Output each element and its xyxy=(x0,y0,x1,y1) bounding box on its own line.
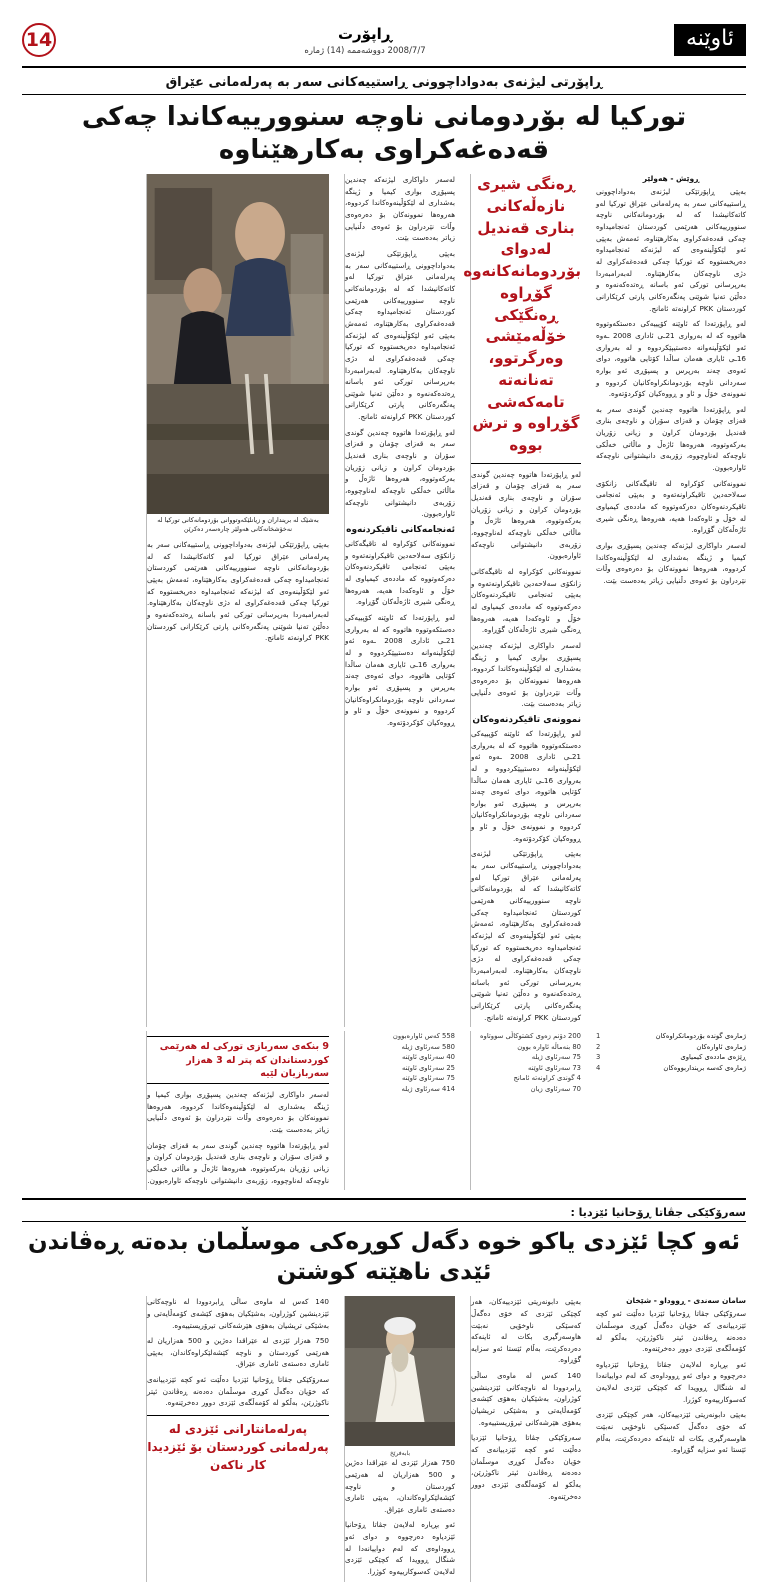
top-article-kicker: ڕاپۆرتی لیژنەی بەدواداچوونی ڕاستییەکانی سەر بە پەرلەمانی عێراق xyxy=(165,75,603,90)
paragraph: سەرۆکێکی جڤاتا ڕۆحانیا ئێزدیا دەڵێت ئەو کچە ئێزدییانەی کە خۆیان دەگەڵ کوڕی موسڵمان دەدەنە ڕەڤاندن ئیتر ناکوژرێن، بەڵکو لە کۆمەڵگەی ئێزدی دوور دەخرێنەوە. xyxy=(596,1309,746,1354)
top-col-1-body xyxy=(596,186,746,587)
paragraph: 140 کەس لە ماوەی ساڵی ڕابردوودا لە ناوچەکانی ئێزدینشین کوژراون، بەشێکیان بەهۆی کێشەی کۆمەڵایەتی و بەشێکی تریشیان بەهۆی هێرشەکانی تیرۆریستییەوە. xyxy=(147,1297,329,1330)
bottom-article-photo xyxy=(345,1296,455,1446)
photo-illustration xyxy=(345,1296,455,1446)
top-col-3-body xyxy=(345,174,455,520)
paragraph: لەسەر داواکاری لیژنەکە چەندین پسپۆڕی بواری کیمیا و ژینگە بەشداری لە لێکۆڵینەوەکاندا کردووە، هەروەها نموونەکان بۆ دەرەوەی وڵات نێردراون بۆ ئەوەی دڵنیایی زیاتر بەدەست بێت. xyxy=(345,175,455,243)
bottom-byline: سامان سەندی - ڕووداو - شێخان xyxy=(626,1296,746,1306)
top-col-2-body xyxy=(471,469,581,710)
list-item xyxy=(345,1084,455,1095)
top-col-4 xyxy=(146,174,336,1027)
bottom-col-3-body xyxy=(345,1457,455,1578)
bottom-pull-quote: پەرلەمانتارانی ئێزدی لە پەرلەمانی کوردستان بۆ ئێزدیدا کار ناکەن xyxy=(147,1422,329,1473)
paragraph: سەرۆکێکی جڤاتا ڕۆحانیا ئێزدیا دەڵێت ئەو کچە ئێزدییانەی کە خۆیان دەگەڵ کوڕی موسڵمان دەدەنە ڕەڤاندن ئیتر ناکوژرێن، بەڵکو لە کۆمەڵگەی ئێزدی دوور دەخرێنەوە. xyxy=(471,1433,581,1501)
paragraph: لەسەر داواکاری لیژنەکە چەندین پسپۆڕی بواری کیمیا و ژینگە بەشداری لە لێکۆڵینەوەکاندا کردووە، هەروەها نموونەکان بۆ دەرەوەی وڵات نێردراون بۆ ئەوەی دڵنیایی زیاتر بەدەست بێت. xyxy=(471,640,581,709)
page-number: 14 xyxy=(22,23,56,57)
paragraph: بەپێی دابونەریتی ئێزدییەکان، هەر کچێکی ئێزدی کە خۆی دەگەڵ کەسێکی ناوخۆیی نەبێت هاوسەرگیری بکات لە ئاینەکە دەردەکرێت، بەڵام ئێستا ئەو سزایە گۆڕاوە. xyxy=(471,1297,581,1365)
bottom-article-columns xyxy=(22,1296,746,1582)
list-item xyxy=(596,1052,746,1063)
paragraph: لەو ڕاپۆرتەدا کە ئاوێنە کۆپییەکی دەستکەوتووە هاتووە کە لە بەرواری 21ـی ئاداری 2008 ـەوە ئەو لێکۆڵینەوانە دەستیپێکردووە و لە بەرواری 16ـی ئایاری هەمان ساڵدا کۆتایی هاتووە، دوای ئەوەی چەند بەرپرس و پسپۆڕی ئەو بوارە سەردانی ناوچە بۆردومانکراوەکانیان کردووە و نموونەی خۆڵ و ئاو و ڕووەکیان کۆکردۆتەوە. xyxy=(596,319,746,399)
bottom-kicker-rule xyxy=(22,1221,746,1222)
paragraph: لەو ڕاپۆرتەدا هاتووە چەندین گوندی سەر بە قەزای چۆمان و قەزای سۆران و ناوچەی بناری قەندیل بۆردومان کراون و زیانی زۆریان بەرکەوتووە، هەروەها ئاژەڵ و ماڵاتی خەڵکی ناوچەکە لەناوچووە، زۆربەی دانیشتوانی ناوچەکە ئاوارەبوون. xyxy=(596,404,746,473)
top-article-photo xyxy=(147,174,329,514)
bottom-col-4 xyxy=(146,1296,336,1582)
list-item xyxy=(471,1073,581,1084)
paragraph: سەرۆکێکی جڤاتا ڕۆحانیا ئێزدیا دەڵێت ئەو کچە ئێزدییانەی کە خۆیان دەگەڵ کوڕی موسڵمان دەدەنە ڕەڤاندن ئیتر ناکوژرێن، بەڵکو لە کۆمەڵگەی ئێزدی دوور دەخرێنەوە. xyxy=(147,1375,329,1408)
paragraph: لەسەر داواکاری لیژنەکە چەندین پسپۆڕی بواری کیمیا و ژینگە بەشداری لە لێکۆڵینەوەکاندا کردووە، هەروەها نموونەکان بۆ دەرەوەی وڵات نێردراون بۆ ئەوەی دڵنیایی زیاتر بەدەست بێت. xyxy=(147,1090,329,1135)
top-subhead: نموونەی تاقیکردنەوەکان xyxy=(472,714,581,725)
bottom-col-2-body xyxy=(471,1296,581,1502)
bottom-col-2 xyxy=(470,1296,588,1582)
top-col-3 xyxy=(344,174,462,1027)
results-title: ئەنجامەکانی تاقیکردنەوە xyxy=(346,525,455,536)
bottom-photo-caption: بابەفرێخ xyxy=(389,1450,411,1458)
paragraph: لەسەر داواکاری لیژنەکە چەندین پسپۆڕی بواری کیمیا و ژینگە بەشداری لە لێکۆڵینەوەکاندا کردووە، هەروەها نموونەکان بۆ دەرەوەی وڵات نێردراون بۆ ئەوەی دڵنیایی زیاتر بەدەست بێت. xyxy=(596,541,746,585)
result-value: 70 سەرئاوی زیان xyxy=(530,1084,581,1093)
result-index: 1 xyxy=(596,1032,601,1041)
result-value: 80 بنەماڵە ئاوارە بوون xyxy=(517,1042,581,1051)
paragraph: نموونەکانی کۆکراوە لە تاقیگەکانی زانکۆی سەلاحەدین تاقیکراونەتەوە و بەپێی ئەنجامی تاقیکردنەوەکان دەرکەوتووە کە ماددەی کیمیاوی لە خۆڵ و ئاوەکەدا هەیە، هەروەها ڕەنگی شیری ئاژەڵەکان گۆڕاوە. xyxy=(345,539,455,607)
bottom-article-kicker: سەرۆکێکی جڤاتا ڕۆحانیا ئێزدیا : xyxy=(570,1206,746,1220)
result-value: 200 دۆنم زەوی کشتوکاڵی سووتاوە xyxy=(480,1032,581,1041)
lead-rule xyxy=(471,463,581,464)
paragraph: بەپێی دابونەریتی ئێزدییەکان، هەر کچێکی ئێزدی کە خۆی دەگەڵ کەسێکی ناوخۆیی نەبێت هاوسەرگیری بکات لە ئاینەکە دەردەکرێت، بەڵام ئێستا ئەو سزایە گۆڕاوە. xyxy=(596,1410,746,1455)
list-item xyxy=(345,1031,455,1042)
article-divider xyxy=(22,1198,746,1200)
result-value: 73 سەرئاوی ئاوێنە xyxy=(528,1063,581,1072)
section-title: ڕاپۆرت xyxy=(337,24,393,43)
result-value: 75 سەرئاوی ژیلە xyxy=(531,1053,581,1062)
top-article-columns xyxy=(22,174,746,1027)
top-col-2-body-2 xyxy=(471,728,581,1023)
masthead-center xyxy=(56,25,674,56)
paragraph: لەو ڕاپۆرتەدا هاتووە چەندین گوندی سەر بە قەزای چۆمان و قەزای سۆران و ناوچەی بناری قەندیل بۆردومان کراون و زیانی زۆریان بەرکەوتووە، هەروەها ئاژەڵ و ماڵاتی خەڵکی ناوچەکە لەناوچووە، زۆربەی دانیشتوانی ناوچەکە ئاوارەبوون. xyxy=(345,427,455,519)
masthead xyxy=(22,18,746,62)
paragraph: ئەو بڕیارە لەلایەن جڤاتا ڕۆحانیا ئێزدیاوە دەرچووە و دوای ئەو ڕووداوەی کە لەم دواییانەدا لە شنگال ڕوویدا کە کچێکی ئێزدی لەلایەن کەسوکارییەوە کوژرا. xyxy=(345,1520,455,1577)
result-index: 4 xyxy=(596,1063,601,1072)
paragraph: 140 کەس لە ماوەی ساڵی ڕابردوودا لە ناوچەکانی ئێزدینشین کوژراون، بەشێکیان بەهۆی کێشەی کۆمەڵایەتی و بەشێکی تریشیان بەهۆی هێرشەکانی تیرۆریستییەوە. xyxy=(471,1371,581,1427)
result-label: ڕێژەی ماددەی کیمیاوی xyxy=(680,1053,746,1062)
newspaper-logo: ئاوێنە xyxy=(674,24,746,56)
result-value: 414 سەرئاوی ژیلە xyxy=(401,1084,455,1093)
list-item xyxy=(596,1063,746,1074)
list-item xyxy=(471,1084,581,1095)
list-item xyxy=(345,1063,455,1074)
list-item xyxy=(471,1052,581,1063)
paragraph: لەو ڕاپۆرتەدا هاتووە چەندین گوندی سەر بە قەزای چۆمان و قەزای سۆران و ناوچەی بناری قەندیل بۆردومان کراون و زیانی زۆریان بەرکەوتووە، هەروەها ئاژەڵ و ماڵاتی خەڵکی ناوچەکە لەناوچووە، زۆربەی دانیشتوانی ناوچەکە ئاوارەبوون. xyxy=(471,469,581,561)
paragraph: نموونەکانی کۆکراوە لە تاقیگەکانی زانکۆی سەلاحەدین تاقیکراونەتەوە و بەپێی ئەنجامی تاقیکردنەوەکان دەرکەوتووە کە ماددەی کیمیاوی لە خۆڵ و ئاوەکەدا هەیە، هەروەها ڕەنگی شیری ئاژەڵەکان گۆڕاوە. xyxy=(596,478,746,535)
result-value: 40 سەرئاوی ئاوێنە xyxy=(402,1053,455,1062)
result-label: ژمارەی کەسە برینداربووەکان xyxy=(663,1063,746,1072)
stats-col-3 xyxy=(344,1031,462,1190)
list-item xyxy=(345,1042,455,1053)
paragraph: نموونەکانی کۆکراوە لە تاقیگەکانی زانکۆی سەلاحەدین تاقیکراونەتەوە و بەپێی ئەنجامی تاقیکردنەوەکان دەرکەوتووە کە ماددەی کیمیاوی لە خۆڵ و ئاوەکەدا هەیە، هەروەها ڕەنگی شیری ئاژەڵەکان گۆڕاوە. xyxy=(471,567,581,635)
masthead-rule xyxy=(22,66,746,68)
result-value: 4 گوندی کراونەتە ئامانج xyxy=(513,1074,581,1083)
paragraph: بەپێی ڕاپۆرتێکی لیژنەی بەدواداچوونی ڕاستییەکانی سەر بە پەرلەمانی عێراق تورکیا لەو کاتەکانیشدا کە لە بۆردومانەکانی ناوچە سنوورییەکانی هەرێمی کوردستان ئەنجامیداوە چەکی قەدەغەکراوی بەکارهێناوە، ئەمەش بەپێی ئەو لێکۆڵینەوەی کە لیژنەکە ئەنجامیداوە دەریخستووە کە تورکیا چەکی قەدەغەکراوی لە دژی ناوچەکان بەکارهێناوە. لەبەرامبەردا بەرپرسانی تورکی ئەو باسانە ڕەتدەکەنەوە و دەڵێن تەنیا شوێنی پەنگەرەکانی پارتی کرێکارانی کوردستان PKK کراونەتە ئامانج. xyxy=(596,187,746,313)
result-index: 3 xyxy=(596,1053,601,1062)
paragraph: ئەو بڕیارە لەلایەن جڤاتا ڕۆحانیا ئێزدیاوە دەرچووە و دوای ئەو ڕووداوەی کە لەم دواییانەدا لە شنگال ڕوویدا کە کچێکی ئێزدی لەلایەن کەسوکارییەوە کوژرا. xyxy=(596,1359,746,1404)
result-value: 25 سەرئاوی ئاوێنە xyxy=(402,1063,455,1072)
top-col-2 xyxy=(463,174,588,1027)
paragraph: بەپێی ڕاپۆرتێکی لیژنەی بەدواداچوونی ڕاستییەکانی سەر بە پەرلەمانی عێراق تورکیا لەو کاتەکانیشدا کە لە بۆردومانەکانی ناوچە سنوورییەکانی هەرێمی کوردستان ئەنجامیداوە چەکی قەدەغەکراوی بەکارهێناوە، ئەمەش بەپێی ئەو لێکۆڵینەوەی کە لیژنەکە ئەنجامیداوە دەریخستووە کە تورکیا چەکی قەدەغەکراوی لە دژی ناوچەکان بەکارهێناوە. لەبەرامبەردا بەرپرسانی تورکی ئەو باسانە ڕەتدەکەنەوە و دەڵێن تەنیا شوێنی پەنگەرەکانی پارتی کرێکارانی کوردستان PKK کراونەتە ئامانج. xyxy=(471,849,581,1022)
list-item xyxy=(471,1042,581,1053)
stats-strip xyxy=(22,1031,746,1190)
result-label: ژمارەی گوندە بۆردومانکراوەکان xyxy=(655,1032,746,1041)
paragraph: 750 هەزار ئێزدی لە عێراقدا دەژین و 500 هەزاریان لە هەرێمی کوردستان و ناوچە کێشەلێکراوەکاندان، بەپێی ئاماری دەستەی ئاماری عێراق. xyxy=(147,1336,329,1369)
list-item xyxy=(345,1052,455,1063)
top-lead-red: ڕەنگی شیری نازەڵەکانی بناری قەندیل لەدوای بۆردومانەکانەوە گۆڕاوە ڕەنگێکی خۆڵەمێشی وەرگرتوو، تەنانەتە تامەکەشی گۆڕاوە و ترش بووە xyxy=(463,175,581,454)
result-value: 580 سەرئاوی ژیلە xyxy=(401,1042,455,1051)
top-photo-caption: بەشێک لە برینداران و زیانلێکەوتووانی بۆردومانەکانی تورکیا لە نەخۆشخانەکانی هەولێر چارەسەر دەکرێن xyxy=(157,516,319,533)
results-list-left xyxy=(596,1031,746,1073)
top-byline: ڕوێش - هەولێر xyxy=(642,174,700,183)
list-item xyxy=(596,1031,746,1042)
bottom-col-1 xyxy=(596,1296,746,1582)
bases-box-body xyxy=(147,1089,329,1186)
photo-illustration xyxy=(147,174,329,514)
stats-col-left xyxy=(596,1031,746,1190)
paragraph: لەو ڕاپۆرتەدا هاتووە چەندین گوندی سەر بە قەزای چۆمان و قەزای سۆران و ناوچەی بناری قەندیل بۆردومان کراون و زیانی زۆریان بەرکەوتووە، هەروەها ئاژەڵ و ماڵاتی خەڵکی ناوچەکە لەناوچووە، زۆربەی دانیشتوانی ناوچەکە ئاوارەبوون. xyxy=(147,1140,329,1185)
top-col-3-body-2 xyxy=(345,538,455,729)
result-label: ژمارەی ئاوارەکان xyxy=(696,1042,746,1051)
top-col-1 xyxy=(596,174,746,1027)
results-values-2 xyxy=(345,1031,455,1094)
paragraph: لەو ڕاپۆرتەدا کە ئاوێنە کۆپییەکی دەستکەوتووە هاتووە کە لە بەرواری 21ـی ئاداری 2008 ـەوە ئەو لێکۆڵینەوانە دەستیپێکردووە و لە بەرواری 16ـی ئایاری هەمان ساڵدا کۆتایی هاتووە، دوای ئەوەی چەند بەرپرس و پسپۆڕی ئەو بوارە سەردانی ناوچە بۆردومانکراوەکانیان کردووە و نموونەی خۆڵ و ئاو و ڕووەکیان کۆکردۆتەوە. xyxy=(345,612,456,727)
pull-rule xyxy=(147,1415,329,1416)
paragraph: لەو ڕاپۆرتەدا کە ئاوێنە کۆپییەکی دەستکەوتووە هاتووە کە لە بەرواری 21ـی ئاداری 2008 ـەوە ئەو لێکۆڵینەوانە دەستیپێکردووە و لە بەرواری 16ـی ئایاری هەمان ساڵدا کۆتایی هاتووە، دوای ئەوەی چەند بەرپرس و پسپۆڕی ئەو بوارە سەردانی ناوچە بۆردومانکراوەکانیان کردووە و نموونەی خۆڵ و ئاو و ڕووەکیان کۆکردۆتەوە. xyxy=(471,728,582,843)
list-item xyxy=(471,1031,581,1042)
stats-col-2 xyxy=(470,1031,588,1190)
list-item xyxy=(596,1042,746,1053)
bottom-col-1-body xyxy=(596,1308,746,1456)
list-item xyxy=(471,1063,581,1074)
bottom-col-4-body xyxy=(147,1296,329,1409)
issue-line: 2008/7/7 دووشەممە (14) ژمارە xyxy=(304,45,426,56)
result-value: 558 کەس ئاوارەبوون xyxy=(392,1032,455,1041)
paragraph: بەپێی ڕاپۆرتێکی لیژنەی بەدواداچوونی ڕاستییەکانی سەر بە پەرلەمانی عێراق تورکیا لەو کاتەکانیشدا کە لە بۆردومانەکانی ناوچە سنوورییەکانی هەرێمی کوردستان ئەنجامیداوە چەکی قەدەغەکراوی بەکارهێناوە، ئەمەش بەپێی ئەو لێکۆڵینەوەی کە لیژنەکە ئەنجامیداوە دەریخستووە کە تورکیا چەکی قەدەغەکراوی لە دژی ناوچەکان بەکارهێناوە. لەبەرامبەردا بەرپرسانی تورکی ئەو باسانە ڕەتدەکەنەوە و دەڵێن تەنیا شوێنی پەنگەرەکانی پارتی کرێکارانی کوردستان PKK کراونەتە ئامانج. xyxy=(147,539,329,643)
result-index: 2 xyxy=(596,1042,601,1051)
results-values-1 xyxy=(471,1031,581,1094)
bases-box-headline: 9 بنکەی سەربازی تورکی لە هەرێمی کوردستاندان کە پتر لە 3 هەزار سەربازیان لێیە xyxy=(147,1036,329,1084)
top-col-4-body xyxy=(147,539,329,644)
list-item xyxy=(345,1073,455,1084)
paragraph: بەپێی ڕاپۆرتێکی لیژنەی بەدواداچوونی ڕاستییەکانی سەر بە پەرلەمانی عێراق تورکیا لەو کاتەکانیشدا کە لە بۆردومانەکانی ناوچە سنوورییەکانی هەرێمی کوردستان ئەنجامیداوە چەکی قەدەغەکراوی بەکارهێناوە، ئەمەش بەپێی ئەو لێکۆڵینەوەی کە لیژنەکە ئەنجامیداوە دەریخستووە کە تورکیا چەکی قەدەغەکراوی لە دژی ناوچەکان بەکارهێناوە. لەبەرامبەردا بەرپرسانی تورکی ئەو باسانە ڕەتدەکەنەوە و دەڵێن تەنیا شوێنی پەنگەرەکانی پارتی کرێکارانی کوردستان PKK کراونەتە ئامانج. xyxy=(345,248,455,422)
bottom-col-3 xyxy=(344,1296,462,1582)
kicker-rule xyxy=(22,94,746,95)
stats-col-4 xyxy=(146,1031,336,1190)
paragraph: 750 هەزار ئێزدی لە عێراقدا دەژین و 500 هەزاریان لە هەرێمی کوردستان و ناوچە کێشەلێکراوەکاندان، بەپێی ئاماری دەستەی ئاماری عێراق. xyxy=(345,1458,455,1514)
top-article-headline: تورکیا لە بۆردومانی ناوچە سنوورییەکاندا چەکی قەدەغەکراوی بەکارهێناوە xyxy=(81,102,687,165)
bottom-article-headline: ئەو کچا ئێزدی یاکو خوە دگەل کوڕەکی موسڵمان بدەتە ڕەڤاندن ئێدی ناهێتە کوشتن xyxy=(27,1229,741,1286)
result-value: 75 سەرئاوی ئاوێنە xyxy=(402,1074,455,1083)
